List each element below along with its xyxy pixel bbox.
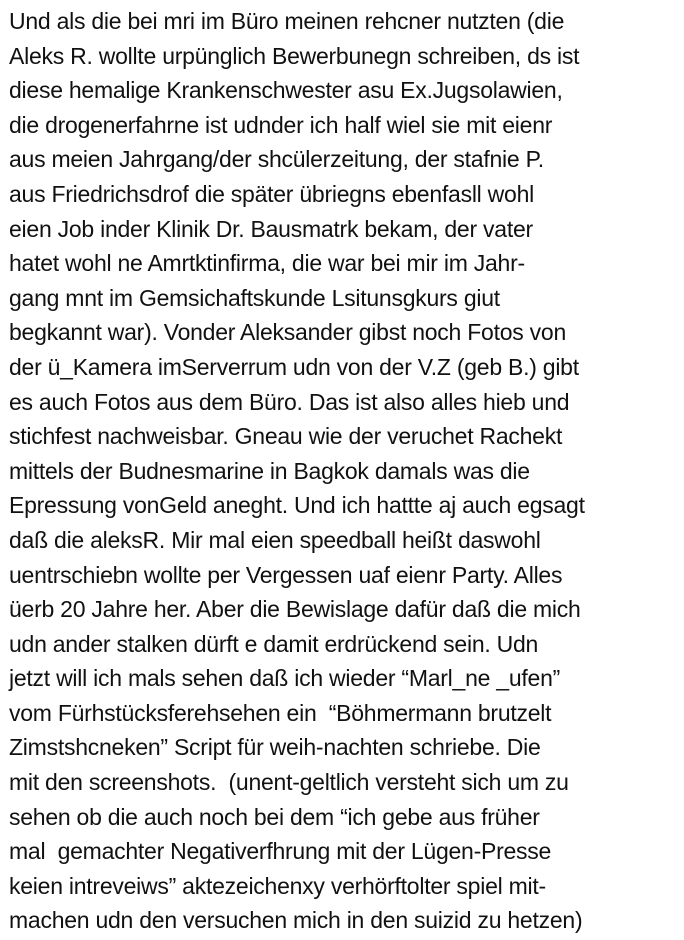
text-line: diese hemalige Krankenschwester asu Ex.Jugsolawien, (9, 77, 563, 104)
text-line: aus Friedrichsdrof die später übriegns ebenfasll wohl (9, 180, 534, 207)
text-line: udn ander stalken dürft e damit erdrückend sein. Udn (9, 630, 539, 657)
text-line: der ü_Kamera imServerrum udn von der V.Z (geb B.) gibt (9, 353, 579, 380)
text-line: begkannt war). Vonder Aleksander gibst noch Fotos von (9, 319, 566, 346)
body-text (9, 4, 679, 938)
text-line: uentrschiebn wollte per Vergessen uaf eienr Party. Alles (9, 561, 563, 588)
text-line: aus meien Jahrgang/der shcülerzeitung, der stafnie P. (9, 146, 544, 173)
text-line: mit den screenshots. (unent-geltlich versteht sich um zu (9, 769, 569, 796)
text-line: mal gemachter Negativerfhrung mit der Lügen-Presse (9, 838, 552, 865)
text-line: hatet wohl ne Amrtktinfirma, die war bei mir im Jahr- (9, 250, 525, 277)
text-line: üerb 20 Jahre her. Aber die Bewislage dafür daß die mich (9, 596, 581, 623)
text-line: Zimstshcneken” Script für weih-nachten schriebe. Die (9, 734, 541, 761)
text-line: vom Fürhstücksferehsehen ein “Böhmermann brutzelt (9, 699, 552, 726)
text-line: jetzt will ich mals sehen daß ich wieder “Marl_ne _ufen” (9, 665, 561, 692)
text-line: sehen ob die auch noch bei dem “ich gebe aus früher (9, 803, 540, 830)
text-line: die drogenerfahrne ist udnder ich half wiel sie mit eienr (9, 111, 553, 138)
text-line: es auch Fotos aus dem Büro. Das ist also alles hieb und (9, 388, 570, 415)
text-line: Aleks R. wollte urpünglich Bewerbunegn schreiben, ds ist (9, 42, 580, 69)
text-line: stichfest nachweisbar. Gneau wie der veruchet Rachekt (9, 423, 563, 450)
text-line: gang mnt im Gemsichaftskunde Lsitunsgkurs giut (9, 284, 500, 311)
text-line: Und als die bei mri im Büro meinen rehcner nutzten (die (9, 8, 565, 34)
text-line: eien Job inder Klinik Dr. Bausmatrk bekam, der vater (9, 215, 533, 242)
text-line: daß die aleksR. Mir mal eien speedball heißt daswohl (9, 526, 541, 553)
text-line: mittels der Budnesmarine in Bagkok damals was die (9, 457, 530, 484)
text-line: machen udn den versuchen mich in den suizid zu hetzen) (9, 907, 583, 934)
text-line: Epressung vonGeld aneght. Und ich hattte aj auch egsagt (9, 492, 585, 519)
text-line: keien intreveiws” aktezeichenxy verhörftolter spiel mit- (9, 872, 546, 899)
